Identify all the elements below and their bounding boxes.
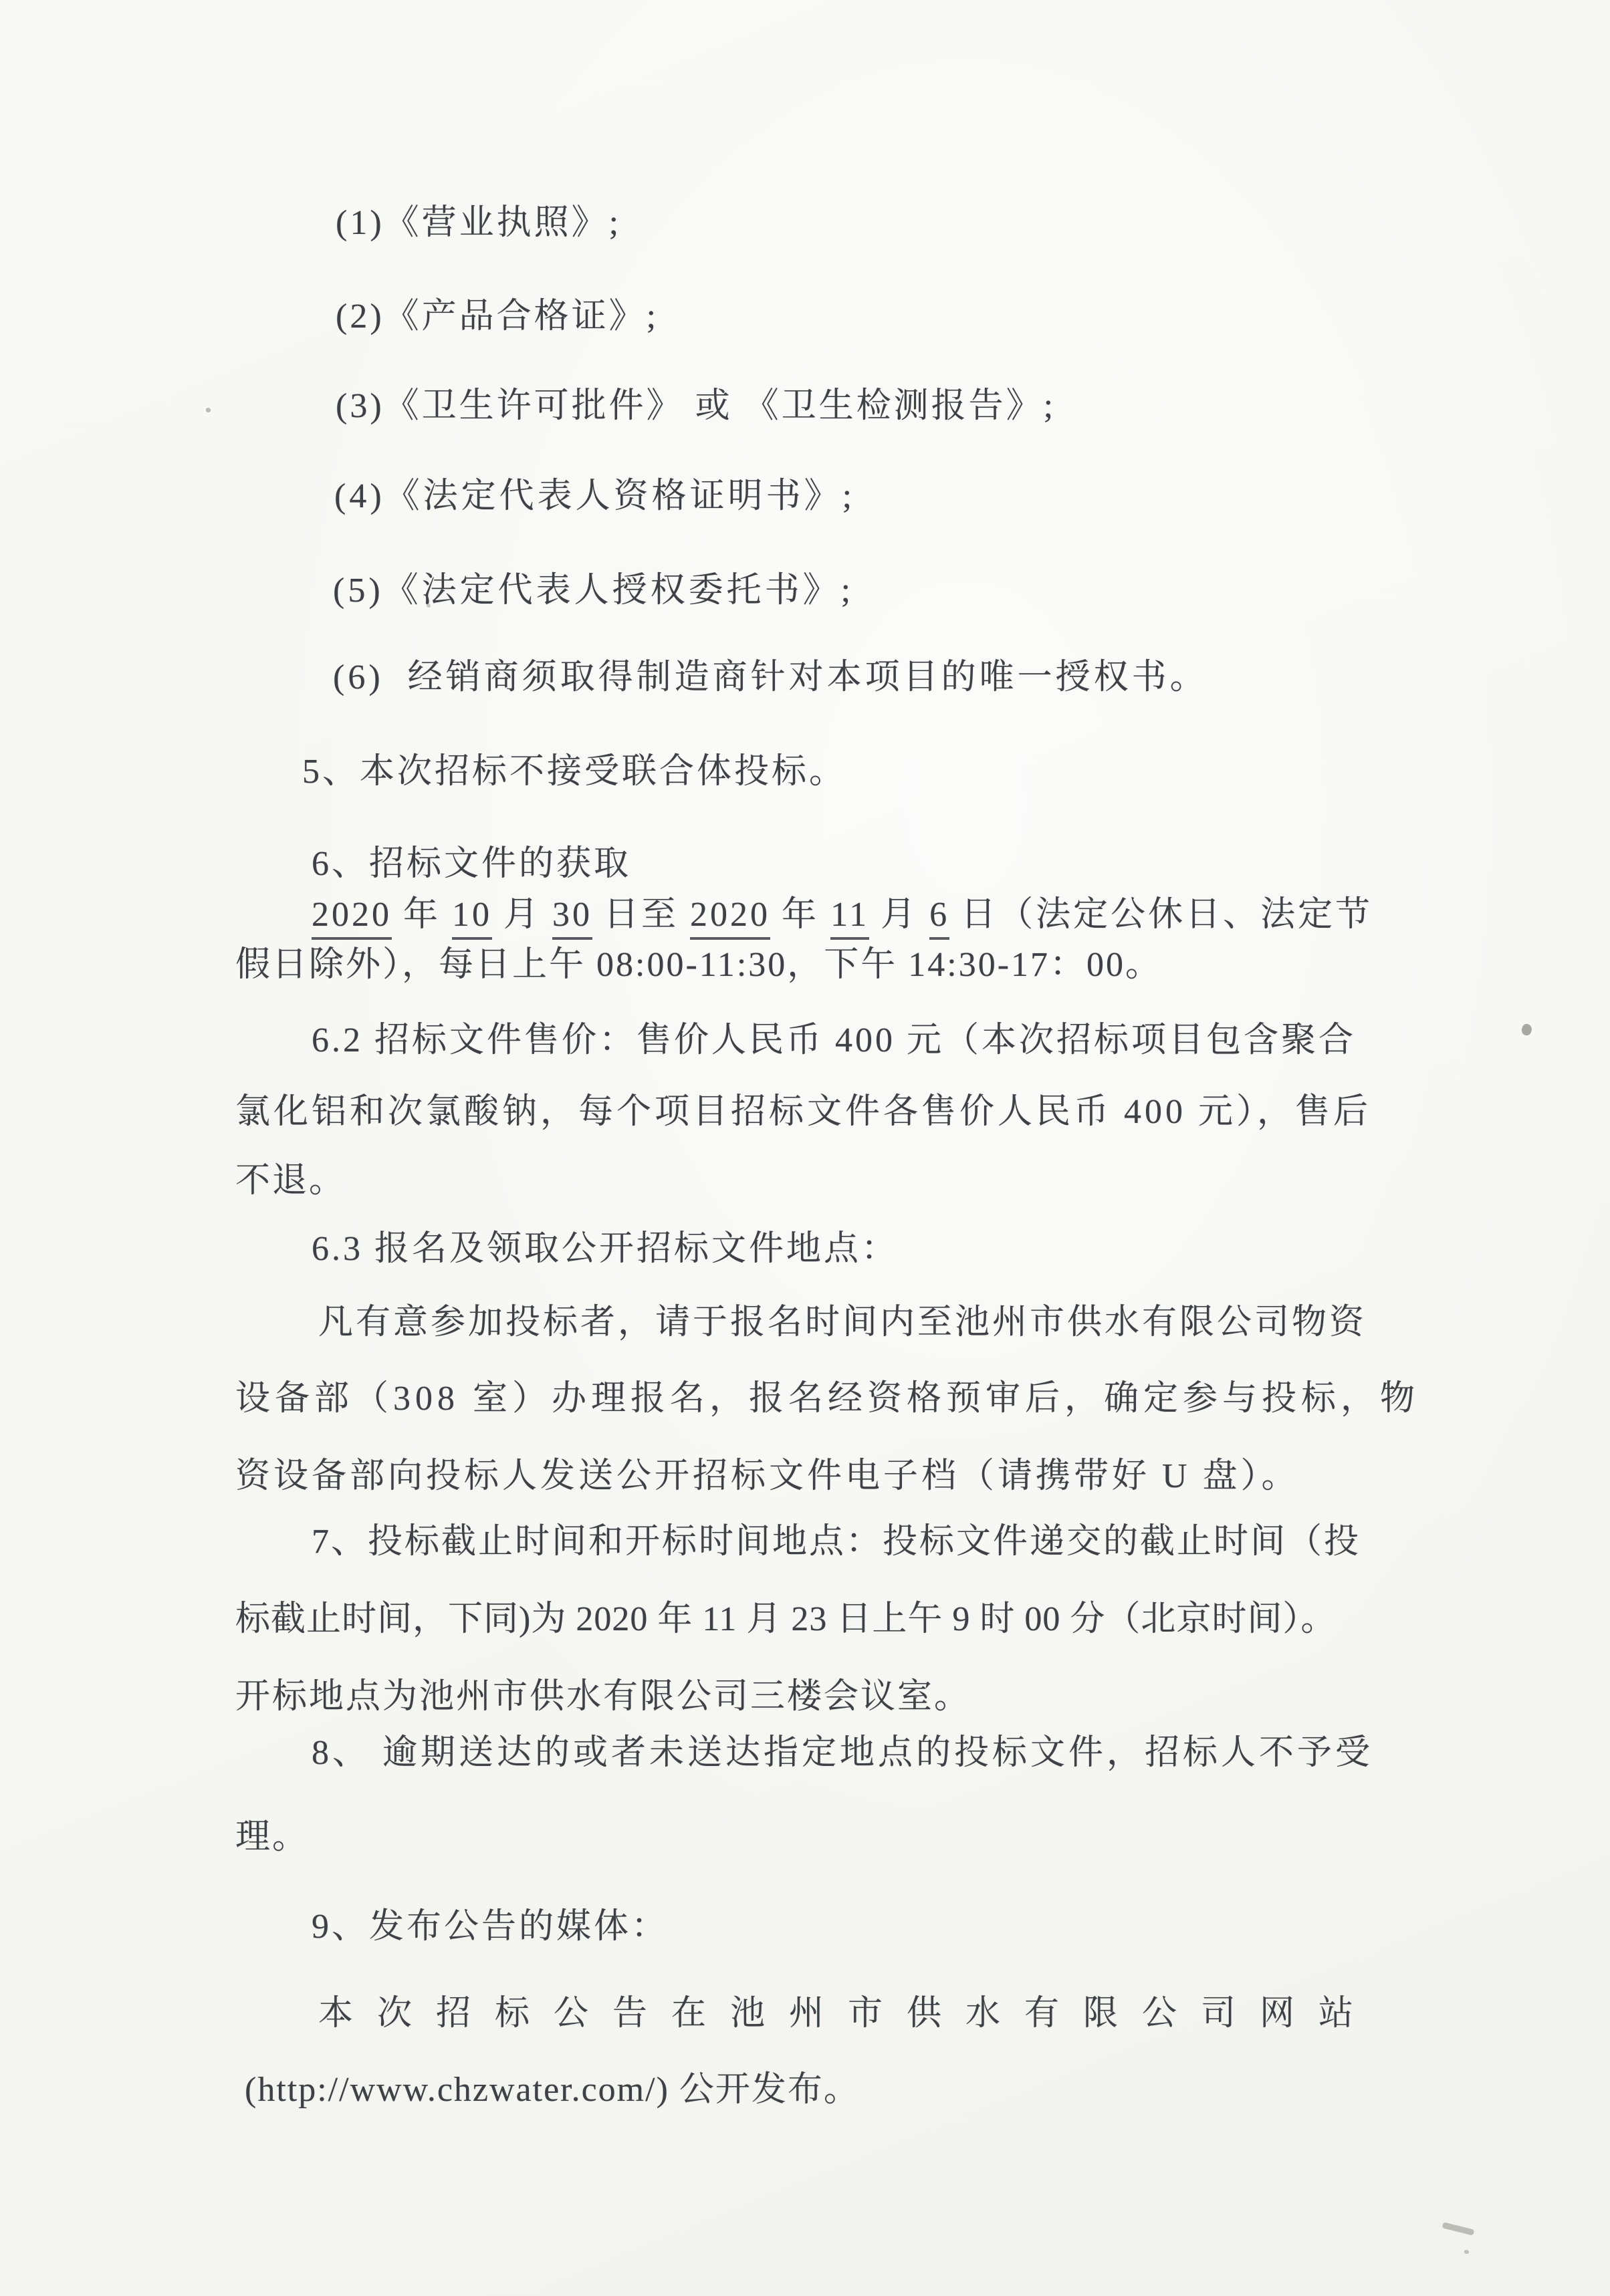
clause-6-date-line (312, 894, 1373, 936)
clause-9-media-line: 本次招标公告在池州市供水有限公司网站 (318, 1995, 1378, 2033)
clause-6-3-para-line-2: 设备部（308 室）办理报名，报名经资格预审后，确定参与投标，物 (235, 1380, 1420, 1418)
scan-speck (1520, 1023, 1534, 1037)
clause-6-3-para-line-3: 资设备部向投标人发送公开招标文件电子档（请携带好 U 盘）。 (235, 1457, 1300, 1495)
clause-6-title: 6、招标文件的获取 (312, 845, 632, 883)
underlined-date-segment: 2020 (312, 896, 392, 940)
clause-9-title: 9、发布公告的媒体： (312, 1908, 669, 1946)
underlined-date-segment: 10 (452, 896, 492, 940)
clause-6-2-line-2: 氯化铝和次氯酸钠，每个项目招标文件各售价人民币 400 元），售后 (235, 1093, 1372, 1131)
attachment-item-1: (1)《营业执照》; (336, 204, 622, 242)
date-text-segment: 年 (770, 896, 831, 934)
clause-7-line-3: 开标地点为池州市供水有限公司三楼会议室。 (235, 1678, 971, 1716)
clause-8-line-1: 8、 逾期送达的或者未送达指定地点的投标文件，招标人不予受 (312, 1734, 1374, 1772)
clause-9-url-line: (http://www.chzwater.com/) 公开发布。 (245, 2071, 860, 2109)
date-text-segment: 月 (869, 896, 930, 934)
date-text-segment: 年 (392, 896, 453, 934)
clause-8-line-2: 理。 (235, 1818, 310, 1856)
scan-speck (205, 407, 212, 414)
attachment-item-5: (5)《法定代表人授权委托书》; (333, 571, 854, 610)
clause-6-3-para-line-1: 凡有意参加投标者，请于报名时间内至池州市供水有限公司物资 (318, 1303, 1367, 1342)
underlined-date-segment: 30 (552, 896, 592, 940)
attachment-item-3: (3)《卫生许可批件》 或 《卫生检测报告》; (336, 387, 1056, 425)
date-text-segment: 日至 (592, 896, 691, 934)
attachment-item-2: (2)《产品合格证》; (336, 297, 659, 336)
clause-7-line-2: 标截止时间，下同)为 2020 年 11 月 23 日上午 9 时 00 分（北京时间）。 (235, 1600, 1337, 1638)
scan-speck (1464, 2250, 1469, 2254)
clause-5-line: 5、本次招标不接受联合体投标。 (302, 753, 847, 791)
date-text-segment: 月 (492, 896, 553, 934)
scan-smudge (1442, 2222, 1475, 2235)
date-text-segment: 日（法定公休日、法定节 (949, 896, 1373, 934)
clause-6-2-line-1: 6.2 招标文件售价：售价人民币 400 元（本次招标项目包含聚合 (312, 1021, 1357, 1059)
attachment-item-6: (6) 经销商须取得制造商针对本项目的唯一授权书。 (333, 658, 1208, 696)
underlined-date-segment: 2020 (690, 896, 770, 940)
scan-speck (427, 604, 431, 608)
clause-6-2-line-3: 不退。 (235, 1162, 346, 1200)
attachment-item-4: (4)《法定代表人资格证明书》; (334, 477, 856, 515)
clause-6-date-line-2: 假日除外），每日上午 08:00-11:30，下午 14:30-17：00。 (235, 946, 1163, 984)
clause-6-3-title: 6.3 报名及领取公开招标文件地点： (312, 1230, 899, 1268)
clause-7-line-1: 7、投标截止时间和开标时间地点：投标文件递交的截止时间（投 (312, 1523, 1361, 1561)
underlined-date-segment: 6 (929, 896, 949, 940)
underlined-date-segment: 11 (830, 896, 869, 940)
